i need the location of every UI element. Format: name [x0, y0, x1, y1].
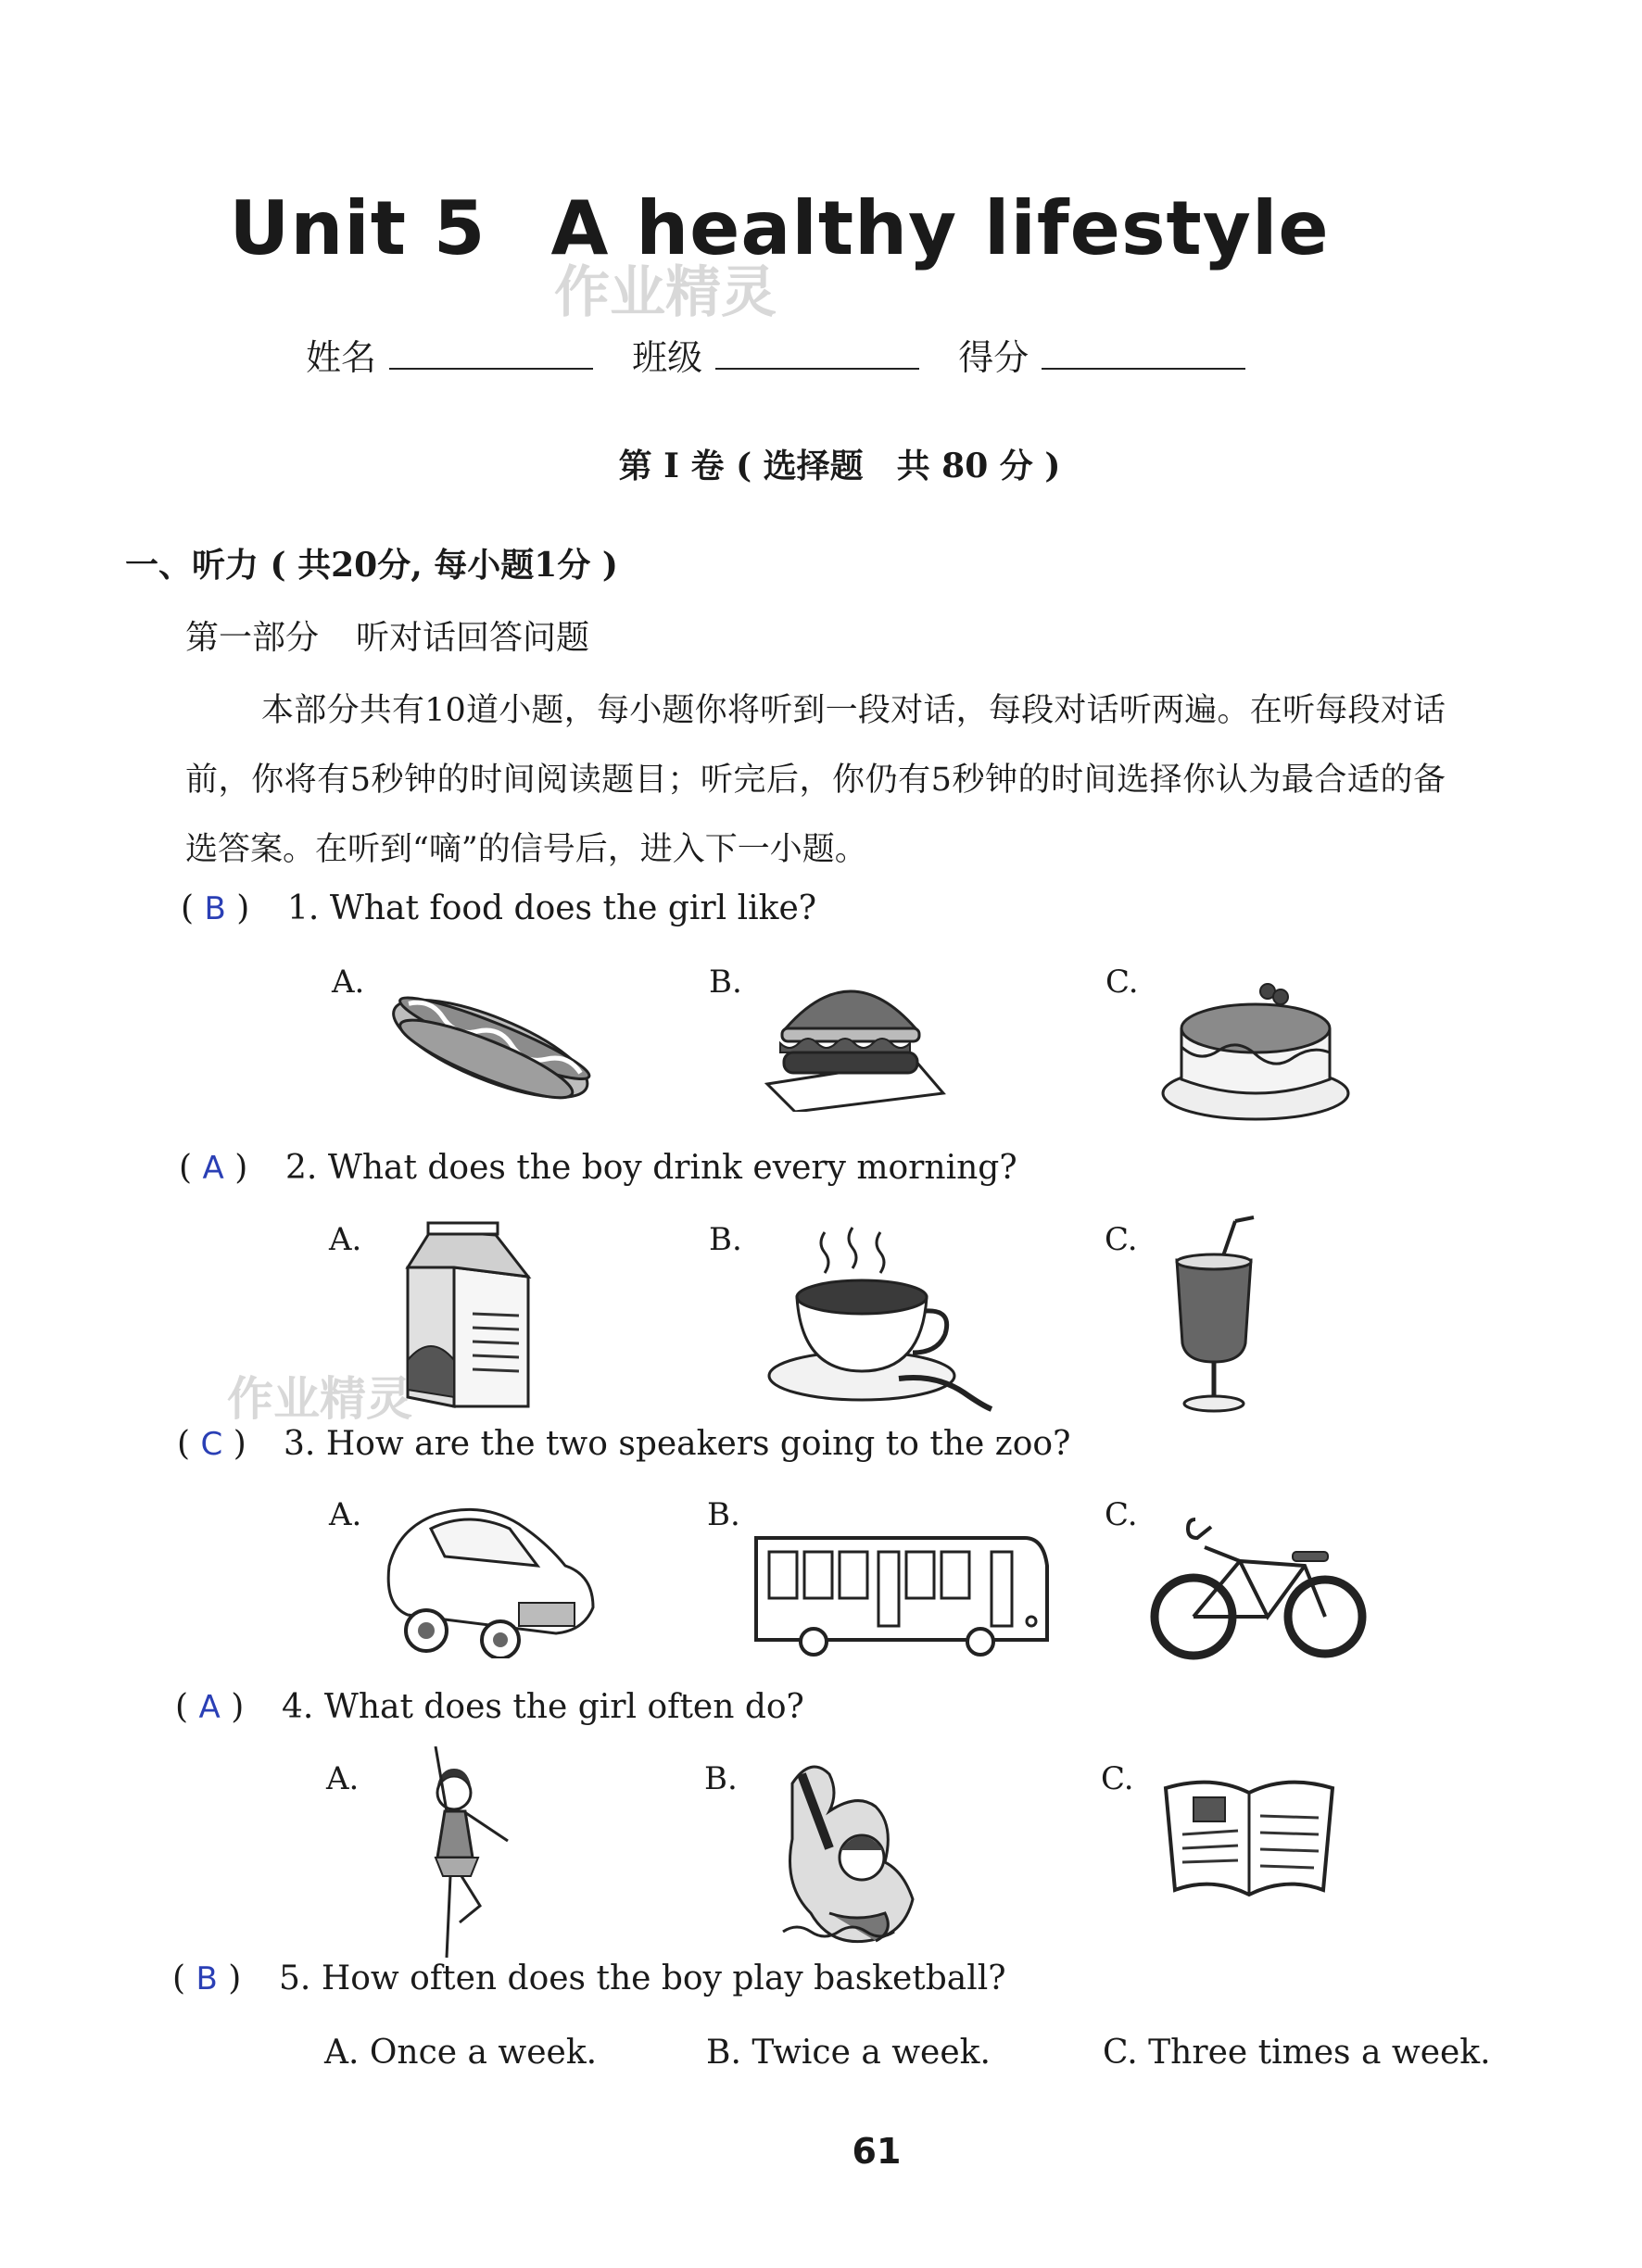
- unit-label: Unit 5: [229, 185, 486, 271]
- name-label: 姓名: [306, 337, 377, 378]
- unit-topic: A healthy lifestyle: [550, 185, 1330, 271]
- option-c: [1103, 2034, 1491, 2072]
- answer-mark: A: [202, 1150, 224, 1187]
- option-label: C.: [1105, 1221, 1138, 1258]
- paper-heading: 第 I 卷 ( 选择题 共 80 分 ): [618, 447, 1061, 485]
- option-label: B.: [709, 1221, 742, 1258]
- student-info-row: [306, 329, 1273, 380]
- open-book-icon: [1156, 1760, 1342, 1899]
- watermark-small: 作业精灵: [227, 1372, 412, 1426]
- option-label: C.: [1101, 1760, 1134, 1797]
- answer-bracket: ( A ): [175, 1688, 245, 1726]
- score-label: 得分: [958, 337, 1029, 378]
- coffee-cup-icon: [760, 1214, 1001, 1413]
- class-field[interactable]: [715, 336, 919, 370]
- question-4: [175, 1688, 804, 1726]
- question-number: 4.: [282, 1688, 314, 1726]
- question-text: How often does the boy play basketball?: [321, 1959, 1006, 1997]
- part-title: 第一部分: [185, 619, 320, 657]
- question-text: What food does the girl like?: [329, 889, 817, 927]
- answer-bracket: ( B ): [181, 889, 250, 927]
- option-label: A.: [324, 2034, 360, 2072]
- hot-dog-icon: [380, 964, 602, 1130]
- option-text: Once a week.: [369, 2034, 598, 2072]
- question-text: What does the boy drink every morning?: [327, 1149, 1017, 1187]
- option-label: A.: [329, 1496, 362, 1533]
- answer-mark: C: [200, 1426, 223, 1463]
- option-text: Three times a week.: [1148, 2034, 1491, 2072]
- page-number: 61: [852, 2131, 902, 2172]
- answer-bracket: ( B ): [172, 1959, 242, 1997]
- question-3: [177, 1425, 1070, 1463]
- answer-mark: A: [198, 1689, 221, 1726]
- instructions: 本部分共有10道小题，每小题你将听到一段对话，每段对话听两遍。在听每段对话前，你将有5秒钟的时间阅读题目；听完后，你仍有5秒钟的时间选择你认为最合适的备选答案。在听到“嘀”的信号后，进入下一小题。: [185, 692, 1446, 868]
- option-label: C.: [1105, 1496, 1138, 1533]
- option-label: B.: [704, 1760, 738, 1797]
- question-number: 5.: [279, 1959, 311, 1997]
- answer-bracket: ( A ): [179, 1149, 248, 1187]
- name-field[interactable]: [389, 336, 593, 370]
- bus-icon: [749, 1519, 1055, 1658]
- question-number: 2.: [285, 1149, 318, 1187]
- option-b: [706, 2034, 991, 2072]
- option-label: B.: [707, 1496, 740, 1533]
- option-label: A.: [326, 1760, 360, 1797]
- question-2: [179, 1149, 1017, 1187]
- answer-mark: B: [196, 1960, 218, 1997]
- part-heading: [185, 611, 589, 659]
- part-subtitle: 听对话回答问题: [356, 619, 590, 657]
- question-1: [181, 889, 816, 927]
- page-title: [0, 185, 1642, 271]
- answer-bracket: ( C ): [177, 1425, 246, 1463]
- question-number: 1.: [287, 889, 320, 927]
- option-label: A.: [329, 1221, 362, 1258]
- question-number: 3.: [284, 1425, 316, 1463]
- option-label: B.: [709, 964, 742, 1001]
- answer-mark: B: [204, 890, 226, 927]
- option-a: [324, 2034, 597, 2072]
- watermark: 作业精灵: [554, 260, 777, 325]
- class-label: 班级: [632, 337, 703, 378]
- option-label: C.: [1103, 2034, 1138, 2072]
- score-field[interactable]: [1042, 336, 1245, 370]
- section-heading: 一、听力 ( 共20分, 每小题1分 ): [125, 546, 618, 585]
- option-label: A.: [332, 964, 365, 1001]
- question-text: What does the girl often do?: [323, 1688, 804, 1726]
- swimmer-icon: [774, 1746, 931, 1955]
- hamburger-icon: [749, 964, 953, 1112]
- option-text: Twice a week.: [752, 2034, 991, 2072]
- question-5: [172, 1959, 1006, 1997]
- option-label: C.: [1105, 964, 1139, 1001]
- dancing-girl-icon: [398, 1746, 519, 1959]
- option-label: B.: [706, 2034, 741, 2072]
- juice-glass-icon: [1163, 1214, 1265, 1418]
- question-text: How are the two speakers going to the zoo?: [325, 1425, 1071, 1463]
- car-icon: [380, 1492, 602, 1658]
- bicycle-icon: [1149, 1501, 1367, 1663]
- cake-icon: [1158, 964, 1353, 1126]
